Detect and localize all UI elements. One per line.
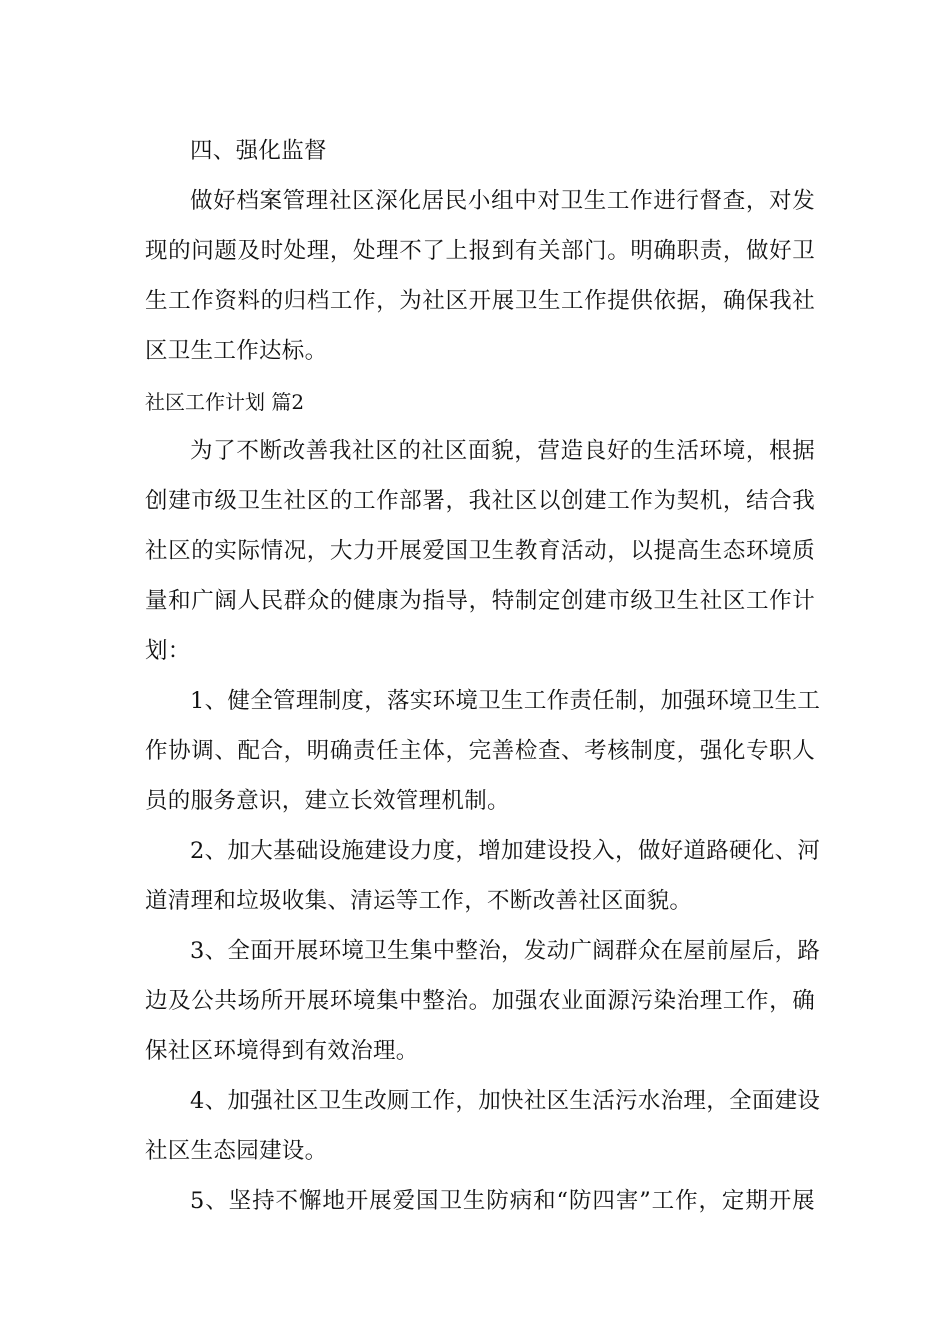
- list-item-line: 保社区环境得到有效治理。: [145, 1038, 419, 1064]
- section-paragraph-line: 区卫生工作达标。: [145, 338, 328, 364]
- plan-heading: 社区工作计划 篇2: [145, 390, 305, 414]
- section-paragraph-line: 生工作资料的归档工作，为社区开展卫生工作提供依据，确保我社: [145, 288, 815, 314]
- intro-paragraph-line: 社区的实际情况，大力开展爱国卫生教育活动，以提高生态环境质: [145, 538, 815, 564]
- list-item-line: 4、加强社区卫生改厕工作，加快社区生活污水治理，全面建设: [190, 1088, 821, 1114]
- list-item-line: 作协调、配合，明确责任主体，完善检查、考核制度，强化专职人: [145, 738, 815, 764]
- section-paragraph-line: 现的问题及时处理，处理不了上报到有关部门。明确职责，做好卫: [145, 238, 815, 264]
- list-item-line: 5、坚持不懈地开展爱国卫生防病和“防四害”工作，定期开展: [190, 1188, 815, 1214]
- list-item-line: 3、全面开展环境卫生集中整治，发动广阔群众在屋前屋后，路: [190, 938, 821, 964]
- intro-paragraph-line: 划：: [145, 638, 191, 664]
- list-item-line: 2、加大基础设施建设力度，增加建设投入，做好道路硬化、河: [190, 838, 821, 864]
- intro-paragraph-line: 创建市级卫生社区的工作部署，我社区以创建工作为契机，结合我: [145, 488, 815, 514]
- list-item-line: 边及公共场所开展环境集中整治。加强农业面源污染治理工作，确: [145, 988, 815, 1014]
- section-paragraph-line: 做好档案管理社区深化居民小组中对卫生工作进行督查，对发: [190, 188, 815, 214]
- list-item-line: 社区生态园建设。: [145, 1138, 328, 1164]
- section-title: 四、强化监督: [190, 138, 327, 164]
- list-item-line: 1、健全管理制度，落实环境卫生工作责任制，加强环境卫生工: [190, 688, 821, 714]
- intro-paragraph-line: 为了不断改善我社区的社区面貌，营造良好的生活环境，根据: [190, 438, 815, 464]
- intro-paragraph-line: 量和广阔人民群众的健康为指导，特制定创建市级卫生社区工作计: [145, 588, 815, 614]
- list-item-line: 员的服务意识，建立长效管理机制。: [145, 788, 510, 814]
- list-item-line: 道清理和垃圾收集、清运等工作，不断改善社区面貌。: [145, 888, 693, 914]
